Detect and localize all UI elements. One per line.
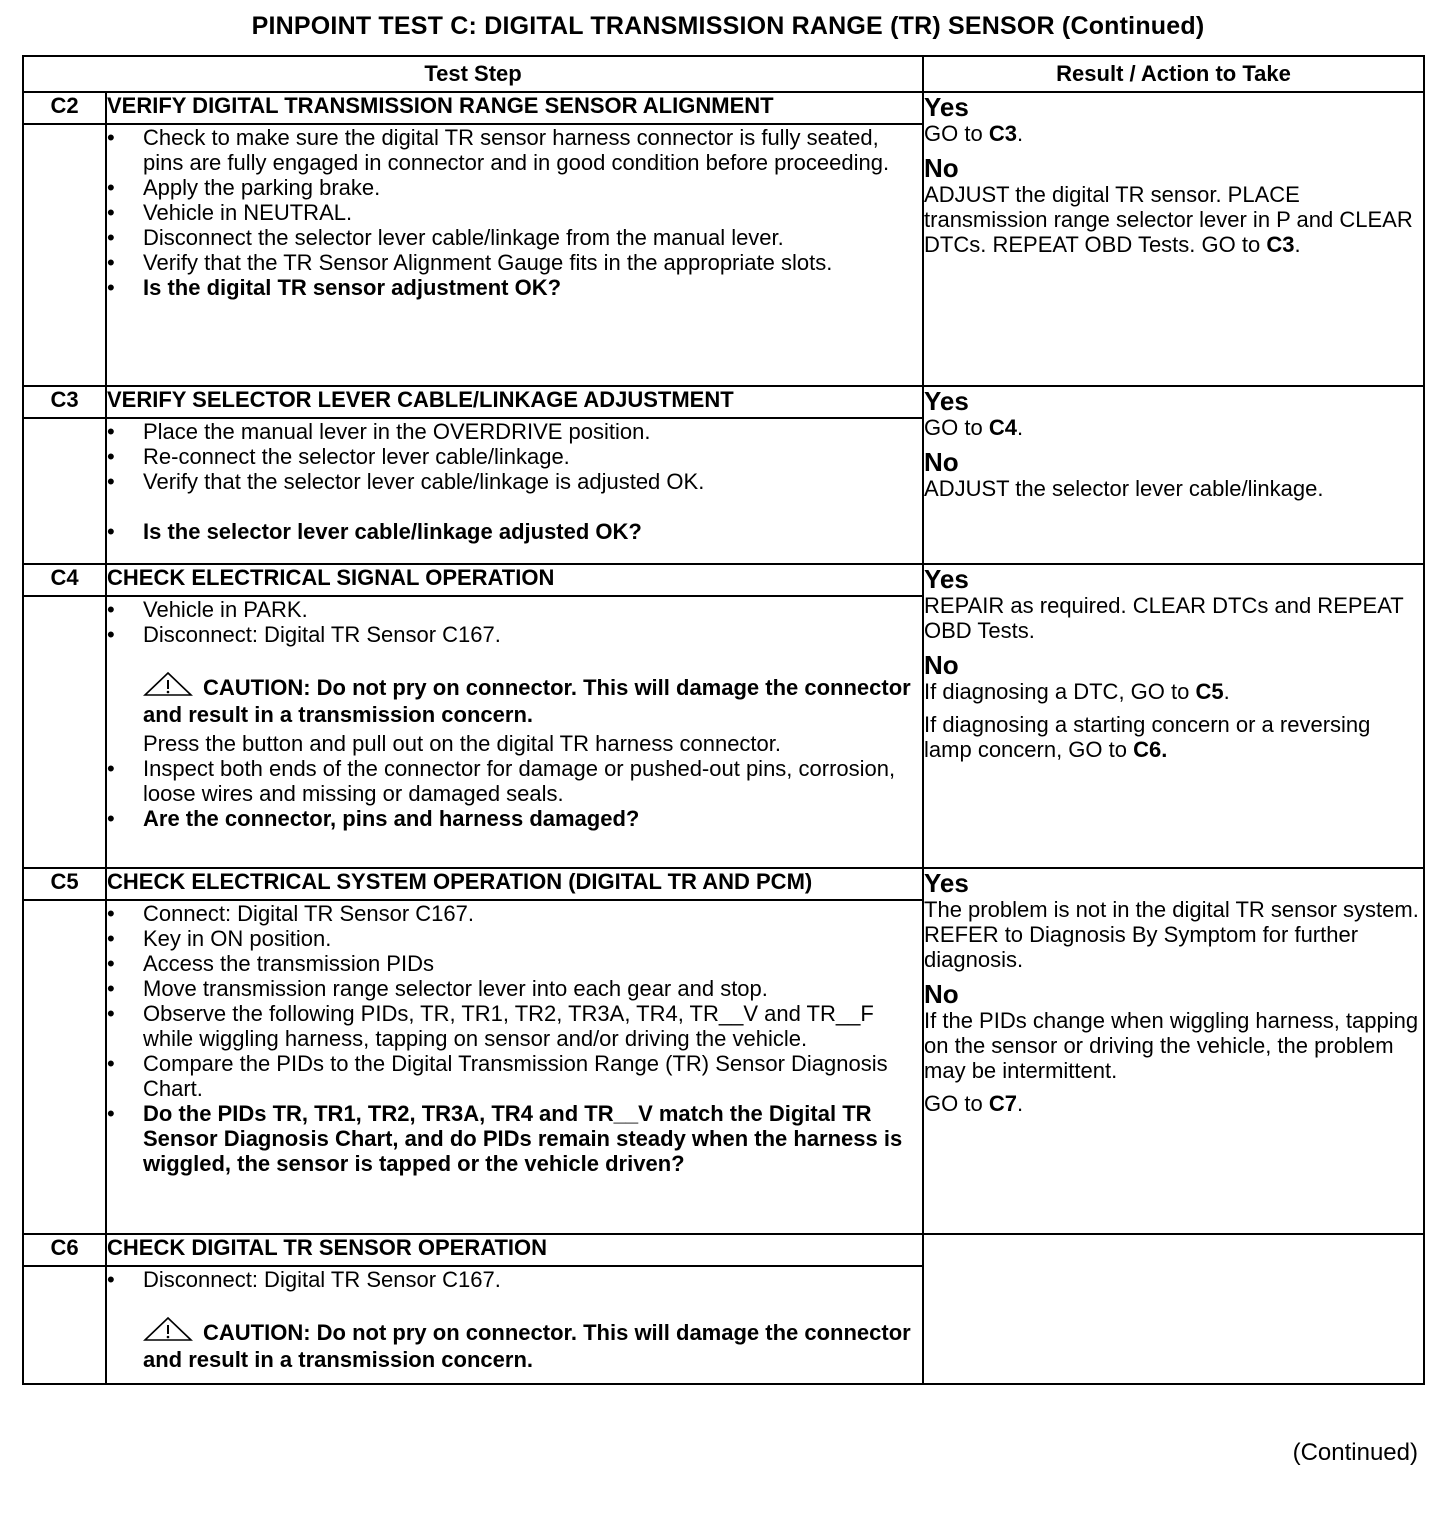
pinpoint-test-table [22,55,1425,1385]
list-item: • Apply the parking brake. [107,175,922,200]
step-reference: C3 [988,121,1017,146]
step-list [107,756,922,831]
step-id: C6 [23,1234,106,1266]
list-item: • Vehicle in NEUTRAL. [107,200,922,225]
no-label: No [924,447,959,477]
punctuation: . [1223,679,1230,704]
yes-label: Yes [924,386,969,416]
warning-triangle-icon [143,671,203,702]
list-item: • Verify that the TR Sensor Alignment Gauge fits in the appropriate slots. [107,250,922,275]
step-row-c3 [23,386,1424,418]
question-item: • Is the selector lever cable/linkage adjusted OK? [107,519,922,544]
blank-cell [23,124,106,386]
list-item: • Observe the following PIDs, TR, TR1, TR2, TR3A, TR4, TR__V and TR__F while wiggling harness, tapping on sensor and/or driving the vehicle. [107,1001,922,1051]
list-item: • Inspect both ends of the connector for damage or pushed-out pins, corrosion, loose wires and missing or damaged seals. [107,756,922,806]
step-reference: C3 [1266,232,1295,257]
list-item: • Connect: Digital TR Sensor C167. [107,901,922,926]
step-row-c4 [23,564,1424,596]
list-item: • Disconnect: Digital TR Sensor C167. [107,622,922,647]
blank-cell [23,418,106,564]
list-item: • Re-connect the selector lever cable/linkage. [107,444,922,469]
step-heading: CHECK ELECTRICAL SYSTEM OPERATION (DIGITAL TR AND PCM) [106,868,923,900]
result-cell [923,1234,1424,1384]
no-label: No [924,153,959,183]
punctuation: . [1016,1091,1024,1116]
list-item: • Compare the PIDs to the Digital Transmission Range (TR) Sensor Diagnosis Chart. [107,1051,922,1101]
list-item: • Disconnect: Digital TR Sensor C167. [107,1267,922,1292]
step-row-c2 [23,92,1424,124]
step-body [106,124,923,386]
step-id: C2 [23,92,106,124]
step-row-c5 [23,868,1424,900]
list-item: • Access the transmission PIDs [107,951,922,976]
no-text: GO to [924,1091,989,1116]
step-reference: C6. [1133,737,1168,762]
step-heading: VERIFY SELECTOR LEVER CABLE/LINKAGE ADJUSTMENT [106,386,923,418]
punctuation: . [1016,121,1024,146]
step-heading: VERIFY DIGITAL TRANSMISSION RANGE SENSOR ALIGNMENT [106,92,923,124]
step-list [107,419,922,544]
question-item: • Do the PIDs TR, TR1, TR2, TR3A, TR4 and TR__V match the Digital TR Sensor Diagnosis Chart, and do PIDs remain steady when the harness is wiggled, the sensor is tapped or the vehicle driven? [107,1101,922,1176]
yes-text: GO to [924,121,989,146]
step-heading: CHECK ELECTRICAL SIGNAL OPERATION [106,564,923,596]
result-cell [923,868,1424,1234]
blank-cell [23,900,106,1234]
yes-text: GO to [924,415,989,440]
step-list [107,1267,922,1292]
question-item: • Are the connector, pins and harness damaged? [107,806,922,831]
caution-text: CAUTION: Do not pry on connector. This will damage the connector and result in a transmission concern. [143,675,911,727]
caution-note [107,1316,922,1372]
list-item: • Check to make sure the digital TR sensor harness connector is fully seated, pins are fully engaged in connector and in good condition before proceeding. [107,125,922,175]
yes-text: REPAIR as required. CLEAR DTCs and REPEAT OBD Tests. [924,593,1404,643]
step-id: C5 [23,868,106,900]
list-item: • Place the manual lever in the OVERDRIVE position. [107,419,922,444]
step-row-c6 [23,1234,1424,1266]
result-cell [923,386,1424,564]
step-list [107,901,922,1176]
no-text: If diagnosing a starting concern or a reversing lamp concern, GO to [924,712,1371,762]
no-text: ADJUST the selector lever cable/linkage. [924,476,1324,501]
list-item: • Vehicle in PARK. [107,597,922,622]
warning-triangle-icon [143,1316,203,1347]
yes-label: Yes [924,564,969,594]
step-reference: C5 [1195,679,1224,704]
step-reference: C4 [988,415,1017,440]
list-item: • Move transmission range selector lever into each gear and stop. [107,976,922,1001]
no-label: No [924,979,959,1009]
instruction-text: Press the button and pull out on the digital TR harness connector. [143,731,781,756]
no-text: ADJUST the digital TR sensor. PLACE transmission range selector lever in P and CLEAR DTCs. REPEAT OBD Tests. GO to [924,182,1413,257]
list-item: • Verify that the selector lever cable/linkage is adjusted OK. [107,469,922,494]
punctuation: . [1016,415,1024,440]
punctuation: . [1294,232,1301,257]
step-body [106,1266,923,1384]
blank-cell [23,1266,106,1384]
result-cell [923,92,1424,386]
list-item: • Key in ON position. [107,926,922,951]
step-reference: C7 [988,1091,1017,1116]
step-list [107,125,922,300]
header-test-step: Test Step [23,56,923,92]
no-text: If diagnosing a DTC, GO to [924,679,1196,704]
yes-label: Yes [924,92,969,122]
step-body [106,418,923,564]
header-result-action: Result / Action to Take [923,56,1424,92]
step-body [106,596,923,868]
step-body [106,900,923,1234]
yes-text: The problem is not in the digital TR sensor system. REFER to Diagnosis By Symptom for further diagnosis. [924,897,1419,972]
step-list [107,597,922,647]
no-label: No [924,650,959,680]
continued-label: (Continued) [1292,1439,1418,1466]
step-id: C4 [23,564,106,596]
yes-label: Yes [924,868,969,898]
table-header-row [23,56,1424,92]
caution-note [107,671,922,727]
blank-cell [23,596,106,868]
caution-text: CAUTION: Do not pry on connector. This will damage the connector and result in a transmission concern. [143,1320,911,1372]
no-text: If the PIDs change when wiggling harness, tapping on the sensor or driving the vehicle, the problem may be intermittent. [924,1008,1419,1083]
result-cell [923,564,1424,868]
page-title: PINPOINT TEST C: DIGITAL TRANSMISSION RANGE (TR) SENSOR (Continued) [251,12,1205,40]
step-id: C3 [23,386,106,418]
question-item: • Is the digital TR sensor adjustment OK? [107,275,922,300]
list-item: • Disconnect the selector lever cable/linkage from the manual lever. [107,225,922,250]
step-heading: CHECK DIGITAL TR SENSOR OPERATION [106,1234,923,1266]
